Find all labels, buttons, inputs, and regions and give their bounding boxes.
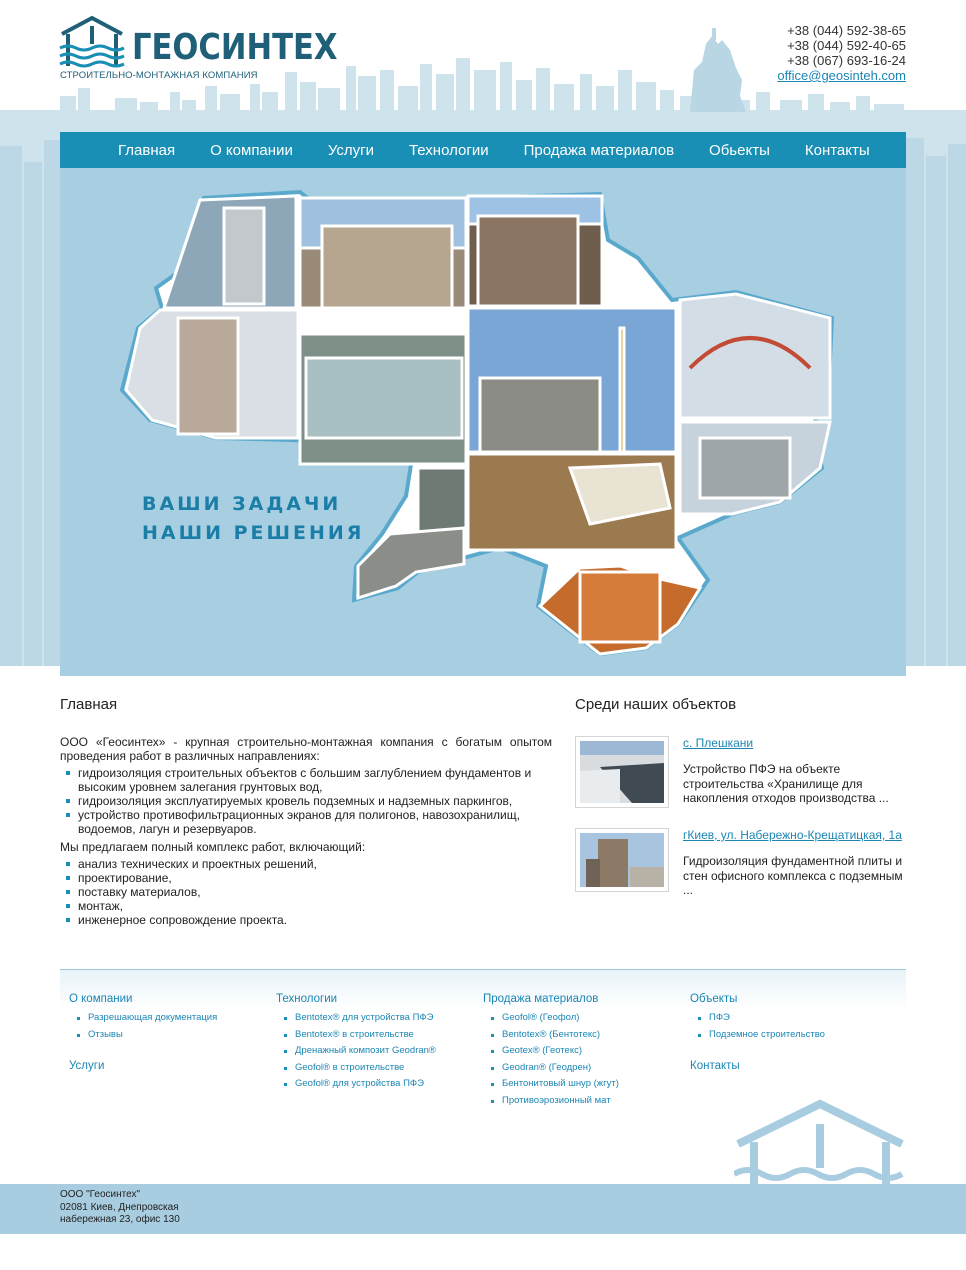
nav-services[interactable]: Услуги: [327, 141, 374, 159]
nav-contacts[interactable]: Контакты: [804, 141, 870, 159]
object-description: Гидроизоляция фундаментной плиты и стен офисного комплекса с подземным ...: [683, 854, 903, 897]
ukraine-map-collage: [60, 168, 906, 676]
footer-link[interactable]: Бентонитовый шнур (жгут): [483, 1076, 619, 1093]
footer-column-about: [69, 993, 217, 1043]
directions-list: [60, 766, 552, 836]
list-item: анализ технических и проектных решений,: [60, 857, 552, 871]
list-item: инженерное сопровождение проекта.: [60, 913, 552, 927]
address-line-2: 02081 Киев, Днепровская: [60, 1201, 179, 1213]
hero-banner: [60, 168, 906, 676]
objects-title: Среди наших объектов: [575, 696, 737, 713]
footer-services-heading[interactable]: Услуги: [69, 1060, 105, 1072]
email-link[interactable]: office@geosinteh.com: [777, 68, 906, 83]
services-intro: Мы предлагаем полный комплекс работ, включающий:: [60, 840, 366, 854]
footer-link[interactable]: Bentotex® для устройства ПФЭ: [276, 1010, 436, 1027]
footer-link[interactable]: Geofol® для устройства ПФЭ: [276, 1076, 436, 1093]
footer-link[interactable]: Bentotex® в строительстве: [276, 1027, 436, 1044]
footer-link[interactable]: Дренажный композит Geodran®: [276, 1043, 436, 1060]
footer-link[interactable]: Разрешающая документация: [69, 1010, 217, 1027]
footer-link[interactable]: Geofol® в строительстве: [276, 1060, 436, 1077]
logo-house-icon: [58, 14, 128, 72]
object-photo-pond: [580, 741, 664, 803]
nav-home[interactable]: Главная: [118, 141, 176, 159]
header: [0, 0, 966, 132]
list-item: гидроизоляция строительных объектов с большим заглублением фундаментов и высоким уровнем залегания грунтовых вод,: [60, 766, 552, 794]
list-item: устройство противофильтрационных экранов для полигонов, навозохранилищ, водоемов, лагун и резервуаров.: [60, 808, 552, 836]
object-description: Устройство ПФЭ на объекте строительства «Хранилище для накопления отходов производства ...: [683, 762, 889, 805]
footer-link[interactable]: Geodran® (Геодрен): [483, 1060, 619, 1077]
logo-title: ГЕОСИНТЕХ: [132, 27, 338, 68]
company-logo[interactable]: [58, 14, 338, 84]
footer-column-objects: [690, 993, 825, 1043]
footer-house-logo-icon: [734, 1098, 906, 1234]
services-list: [60, 857, 552, 927]
nav-materials-sale[interactable]: Продажа материалов: [523, 141, 675, 159]
footer-tech-heading[interactable]: Технологии: [276, 993, 338, 1005]
footer-link[interactable]: Geotex® (Геотекс): [483, 1043, 619, 1060]
footer-link[interactable]: Отзывы: [69, 1027, 217, 1044]
nav-about[interactable]: О компании: [210, 141, 293, 159]
header-contacts: [777, 23, 906, 83]
intro-paragraph: ООО «Геосинтех» - крупная строительно-монтажная компания с богатым опытом проведения работ в различных направлениях:: [60, 735, 552, 763]
footer-link[interactable]: Geofol® (Геофол): [483, 1010, 619, 1027]
footer-objects-heading[interactable]: Объекты: [690, 993, 738, 1005]
object-photo-building: [580, 833, 664, 887]
footer-link[interactable]: Подземное строительство: [690, 1027, 825, 1044]
address-line-3: набережная 23, офис 130: [60, 1214, 180, 1225]
phone-2: +38 (044) 592-40-65: [787, 38, 906, 53]
footer-column-tech: [276, 993, 436, 1093]
phone-3: +38 (067) 693-16-24: [787, 53, 906, 68]
object-thumbnail[interactable]: [575, 828, 669, 892]
object-link[interactable]: гКиев, ул. Набережно-Крещатицкая, 1а: [683, 828, 902, 842]
nav-objects[interactable]: Обьекты: [709, 141, 770, 159]
address-line-1: ООО "Геосинтех": [60, 1189, 140, 1200]
footer-about-heading[interactable]: О компании: [69, 993, 133, 1005]
footer-link[interactable]: ПФЭ: [690, 1010, 825, 1027]
footer-sales-heading[interactable]: Продажа материалов: [483, 993, 599, 1005]
list-item: проектирование,: [60, 871, 552, 885]
footer-column-sales: [483, 993, 619, 1109]
footer-address: [60, 1189, 180, 1227]
object-link[interactable]: с. Плешкани: [683, 736, 754, 750]
list-item: поставку материалов,: [60, 885, 552, 899]
list-item: гидроизоляция эксплуатируемых кровель подземных и надземных паркингов,: [60, 794, 552, 808]
footer-link[interactable]: Противоэрозионный мат: [483, 1093, 619, 1110]
page-title: Главная: [60, 696, 118, 713]
main-navigation: [60, 132, 906, 168]
object-thumbnail[interactable]: [575, 736, 669, 808]
list-item: монтаж,: [60, 899, 552, 913]
banner-slogan: [142, 490, 364, 548]
footer-contacts-heading[interactable]: Контакты: [690, 1060, 740, 1072]
main-content: [60, 735, 552, 931]
phone-1: +38 (044) 592-38-65: [787, 23, 906, 38]
logo-tagline: СТРОИТЕЛЬНО-МОНТАЖНАЯ КОМПАНИЯ: [60, 70, 258, 81]
slogan-line-2: НАШИ РЕШЕНИЯ: [142, 522, 365, 544]
nav-technologies[interactable]: Технологии: [408, 141, 489, 159]
footer-link[interactable]: Bentotex® (Бентотекс): [483, 1027, 619, 1044]
slogan-line-1: ВАШИ ЗАДАЧИ: [142, 493, 342, 515]
